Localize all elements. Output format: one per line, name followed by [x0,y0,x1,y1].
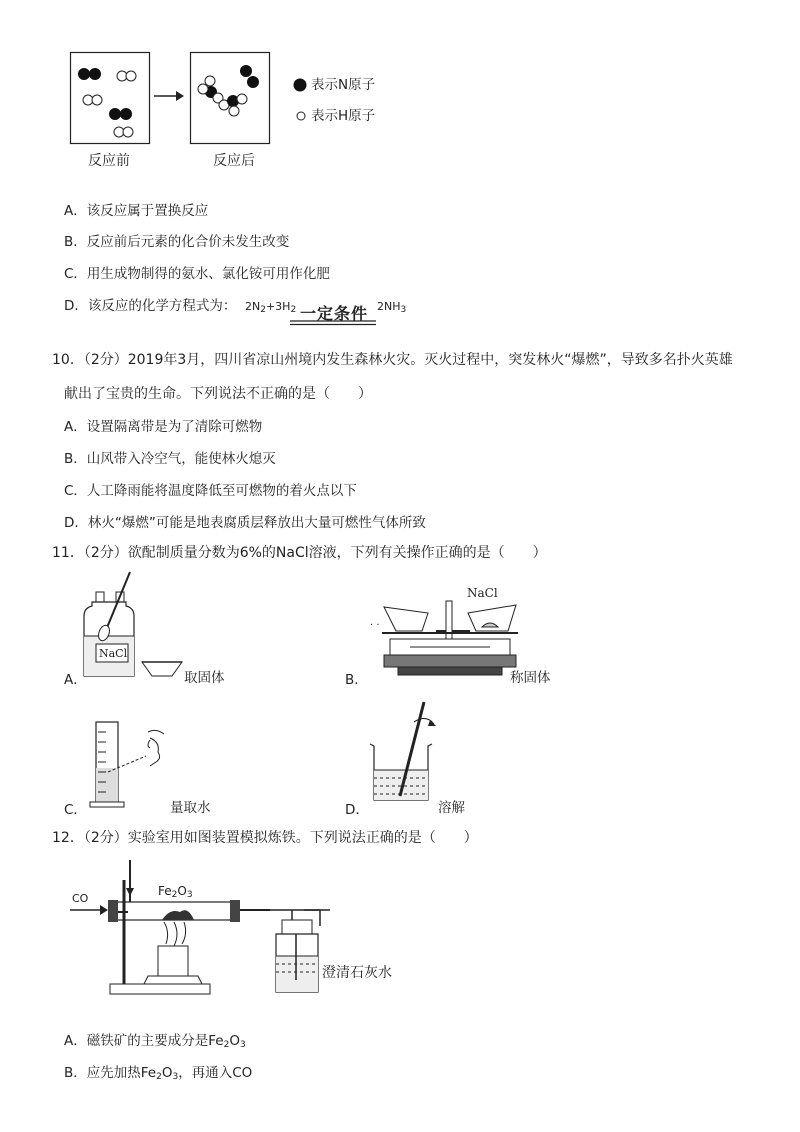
reaction-arrow-icon [154,90,184,102]
eq-left-h2-sub: 2 [290,305,297,315]
fe2o3-label [158,884,193,900]
q9-option-a: A．该反应属于置换反应 [64,203,209,219]
before-label: 反应前 [88,153,130,169]
co-label: CO [72,892,89,905]
q12-option-b [64,1064,252,1086]
eq-left-n2: 2N [245,300,261,313]
chemical-equation [245,300,296,315]
bottle-label: NaCl [99,647,128,660]
q12-b-o: O [161,1065,173,1081]
n-atom-legend-icon [293,78,307,92]
fe-label-o: O [177,884,187,898]
q12-a-sub1: 2 [223,1040,230,1050]
q11-stem: 11．（2分）欲配制质量分数为6%的NaCl溶液，下列有关操作正确的是（ ） [52,545,547,561]
balance-nacl-label: NaCl [467,586,498,600]
q11-d-letter: D． [345,802,369,818]
q9-option-b: B．反应前后元素的化合价未发生改变 [64,234,290,250]
q12-b-suffix: ，再通入CO [178,1065,253,1081]
q12-stem: 12．（2分）实验室用如图装置模拟炼铁。下列说法正确的是（ ） [52,830,478,846]
h-atom-legend-icon [296,111,306,121]
fe-label-sub2: 3 [186,890,193,900]
q12-b-sub2: 3 [172,1072,179,1082]
q10-option-a: A．设置隔离带是为了清除可燃物 [64,419,263,435]
fe-label-fe: Fe [158,884,172,898]
reaction-after-box [190,52,270,144]
limewater-label: 澄清石灰水 [322,965,392,981]
eq-left-h2: +3H [265,300,291,313]
q12-a-sub2: 3 [239,1040,246,1050]
eq-right [377,300,406,315]
q10-option-b: B．山风带入冷空气，能使林火熄灭 [64,451,276,467]
reagent-bottle-figure [78,570,188,682]
q11-d-caption: 溶解 [438,800,465,816]
q12-a-prefix: A．磁铁矿的主要成分是Fe [64,1033,224,1049]
reaction-before-box [70,52,150,144]
legend-n-text: 表示N原子 [311,77,376,93]
q12-b-prefix: B．应先加热Fe [64,1065,157,1081]
svg-text:· ·: · · [370,620,380,631]
fe-label-sub1: 2 [171,890,178,900]
q9-option-d-prefix: D．该反应的化学方程式为： [64,298,237,314]
eq-left-n2-sub: 2 [260,305,266,315]
eq-condition: 一定条件 [300,304,369,323]
q10-stem-line1: 10．（2分）2019年3月，四川省凉山州境内发生森林火灾。灭火过程中，突发林火“爆燃”，导致多名扑火英雄 [52,352,733,368]
q12-a-o: O [229,1033,240,1049]
q12-b-sub1: 2 [156,1072,162,1082]
balance-figure [370,595,530,685]
q11-c-caption: 量取水 [170,800,211,816]
q11-b-caption: 称固体 [510,670,551,686]
q9-option-c: C．用生成物制得的氨水、氯化铵可用作化肥 [64,266,330,282]
q10-option-d: D．林火“爆燃”可能是地表腐质层释放出大量可燃性气体所致 [64,515,426,531]
graduated-cylinder-figure [88,718,178,810]
q10-stem-line2: 献出了宝贵的生命。下列说法不正确的是（ ） [64,386,372,402]
legend-h-text: 表示H原子 [311,108,376,124]
beaker-stirring-figure [370,700,450,806]
q11-b-letter: B． [345,672,368,688]
q11-a-letter: A． [64,672,87,688]
q11-c-letter: C． [64,802,87,818]
q12-option-a [64,1032,246,1054]
after-label: 反应后 [213,153,255,169]
q9-option-d [64,297,236,315]
q10-option-c: C．人工降雨能将温度降低至可燃物的着火点以下 [64,483,357,499]
eq-right-sub: 3 [400,305,407,315]
eq-right-nh3: 2NH [377,300,401,313]
q11-a-caption: 取固体 [184,670,225,686]
eq-condition-lines [290,320,376,326]
